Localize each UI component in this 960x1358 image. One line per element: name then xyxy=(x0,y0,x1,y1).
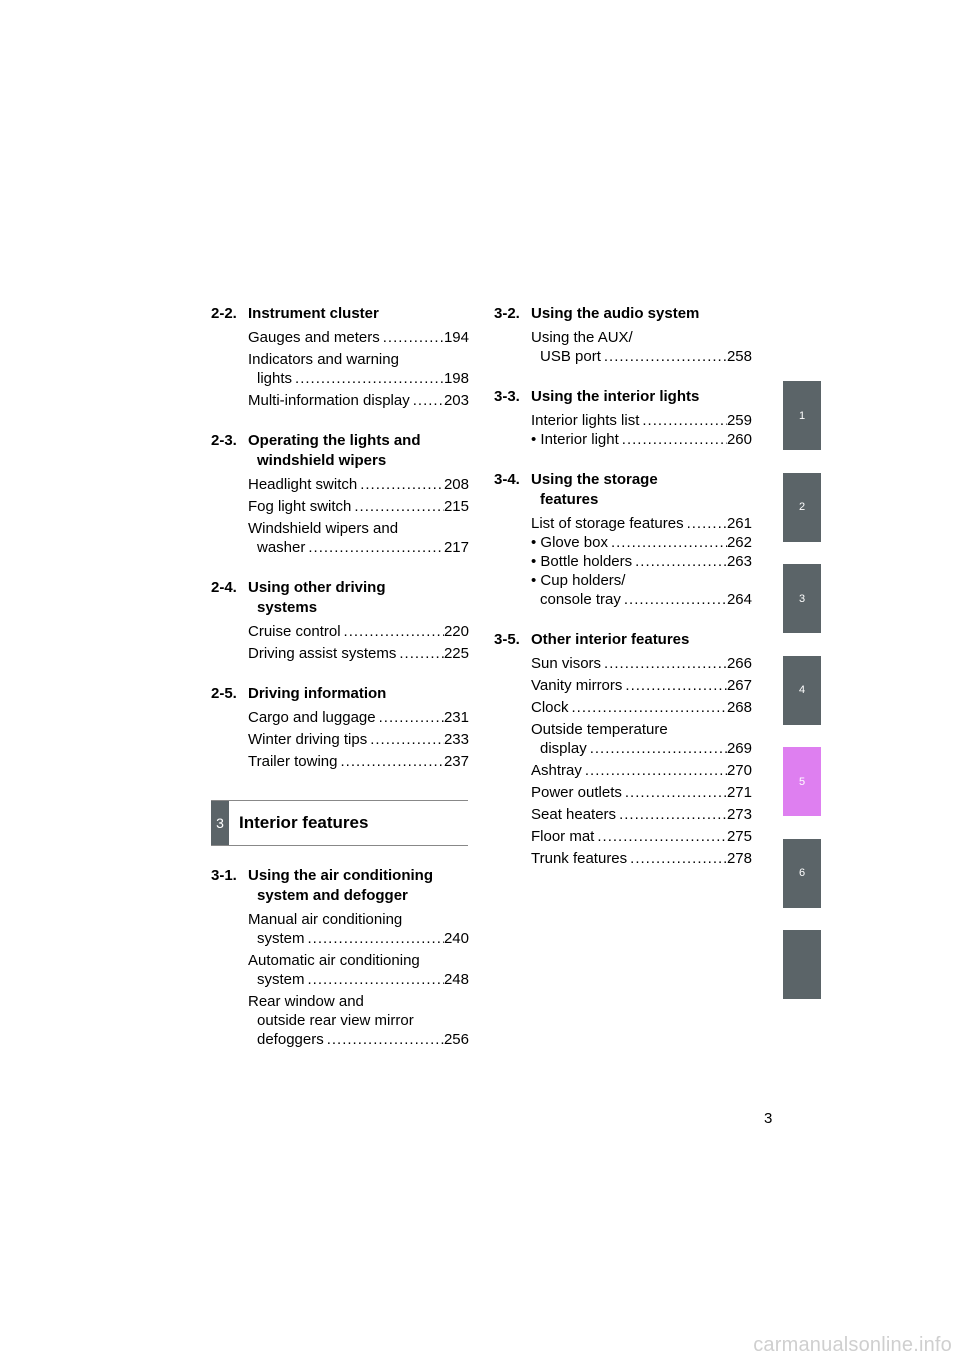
section-title xyxy=(248,578,469,618)
entry-label: system xyxy=(257,971,305,988)
toc-entry[interactable] xyxy=(531,676,752,695)
toc-entry[interactable] xyxy=(248,622,469,641)
section-title-line: Using other driving xyxy=(248,579,386,596)
section-heading[interactable] xyxy=(494,387,752,407)
entry-label: Headlight switch xyxy=(248,476,358,493)
watermark: carmanualsonline.info xyxy=(753,1334,952,1356)
section-number: 2-4. xyxy=(211,579,237,596)
entry-list xyxy=(211,475,469,557)
toc-entry[interactable] xyxy=(248,752,469,771)
dot-leader xyxy=(337,752,443,771)
entry-page-number: 264 xyxy=(726,591,752,608)
entry-list xyxy=(211,910,469,1049)
entry-label: washer xyxy=(257,539,306,556)
toc-right-column xyxy=(494,304,752,889)
entry-list xyxy=(494,411,752,449)
entry-page-number: 268 xyxy=(726,699,752,716)
section-heading[interactable] xyxy=(494,630,752,650)
toc-entry[interactable] xyxy=(248,644,469,663)
toc-section xyxy=(211,304,469,410)
dot-leader xyxy=(305,538,444,557)
entry-label-line: Rear window and xyxy=(248,993,364,1010)
toc-entry[interactable] xyxy=(531,783,752,802)
toc-entry[interactable] xyxy=(248,730,469,749)
section-heading[interactable] xyxy=(494,470,752,510)
entry-label: display xyxy=(540,740,587,757)
entry-page-number: 256 xyxy=(443,1031,469,1048)
dot-leader xyxy=(608,533,727,552)
section-title xyxy=(531,630,752,650)
chapter-tab-4[interactable]: 4 xyxy=(783,656,821,725)
entry-page-number: 278 xyxy=(726,850,752,867)
section-title-line: Using the audio system xyxy=(531,305,700,322)
dot-leader xyxy=(292,369,444,388)
section-title-line: Instrument cluster xyxy=(248,305,379,322)
section-title xyxy=(248,684,469,704)
entry-label: Multi-information display xyxy=(248,392,410,409)
dot-leader xyxy=(380,328,444,347)
section-number: 3-4. xyxy=(494,471,520,488)
toc-section xyxy=(494,470,752,609)
entry-page-number: 248 xyxy=(443,971,469,988)
entry-page-number: 270 xyxy=(726,762,752,779)
dot-leader xyxy=(341,622,444,641)
dot-leader xyxy=(569,698,727,717)
entry-label: defoggers xyxy=(257,1031,324,1048)
dot-leader xyxy=(632,552,727,571)
toc-entry[interactable] xyxy=(531,720,752,758)
entry-page-number: 220 xyxy=(443,623,469,640)
section-title xyxy=(248,304,469,324)
entry-page-number: 266 xyxy=(726,655,752,672)
toc-entry[interactable] xyxy=(531,698,752,717)
chapter-tab-3[interactable]: 3 xyxy=(783,564,821,633)
dot-leader xyxy=(587,739,727,758)
toc-entry[interactable] xyxy=(531,761,752,780)
toc-section xyxy=(494,387,752,449)
toc-left-column xyxy=(211,304,469,792)
entry-page-number: 263 xyxy=(726,553,752,570)
dot-leader xyxy=(305,970,444,989)
toc-entry[interactable] xyxy=(531,328,752,366)
dot-leader xyxy=(305,929,444,948)
entry-page-number: 203 xyxy=(443,392,469,409)
dot-leader xyxy=(351,497,444,516)
toc-entry[interactable] xyxy=(248,992,469,1049)
entry-label: Floor mat xyxy=(531,828,595,845)
entry-label-line: Automatic air conditioning xyxy=(248,952,420,969)
entry-page-number: 260 xyxy=(726,431,752,448)
entry-list xyxy=(211,328,469,410)
toc-entry[interactable] xyxy=(248,910,469,948)
entry-label: Clock xyxy=(531,699,569,716)
entry-label: Vanity mirrors xyxy=(531,677,623,694)
section-title-line: Using the air conditioning xyxy=(248,867,433,884)
toc-entry[interactable] xyxy=(531,514,752,533)
entry-page-number: 273 xyxy=(726,806,752,823)
entry-label: Sun visors xyxy=(531,655,602,672)
section-number: 3-3. xyxy=(494,388,520,405)
toc-entry[interactable] xyxy=(531,552,752,571)
dot-leader xyxy=(601,654,727,673)
section-title-line: systems xyxy=(257,599,318,616)
page-number: 3 xyxy=(764,1110,773,1127)
dot-leader xyxy=(627,849,727,868)
dot-leader xyxy=(601,347,727,366)
entry-list xyxy=(211,708,469,771)
chapter-header xyxy=(211,800,468,846)
toc-entry[interactable] xyxy=(531,827,752,846)
entry-label: Trunk features xyxy=(531,850,628,867)
entry-label: • Bottle holders xyxy=(531,553,633,570)
toc-entry[interactable] xyxy=(248,391,469,410)
dot-leader xyxy=(594,827,727,846)
section-title-line: Other interior features xyxy=(531,631,690,648)
section-number: 2-5. xyxy=(211,685,237,702)
entry-label-line: Windshield wipers and xyxy=(248,520,399,537)
chapter-tab-index[interactable] xyxy=(783,930,821,999)
toc-entry[interactable] xyxy=(248,708,469,727)
entry-label: Power outlets xyxy=(531,784,622,801)
entry-label: lights xyxy=(257,370,293,387)
entry-label: console tray xyxy=(540,591,621,608)
entry-page-number: 237 xyxy=(443,753,469,770)
entry-page-number: 259 xyxy=(726,412,752,429)
toc-entry[interactable] xyxy=(531,849,752,868)
toc-entry[interactable] xyxy=(531,654,752,673)
chapter-tab-6[interactable]: 6 xyxy=(783,839,821,908)
toc-entry[interactable] xyxy=(531,571,752,609)
section-number: 3-5. xyxy=(494,631,520,648)
chapter-tab-5[interactable]: 5 xyxy=(783,747,821,816)
toc-section xyxy=(211,866,469,1049)
entry-page-number: 262 xyxy=(726,534,752,551)
section-heading[interactable] xyxy=(211,684,469,704)
toc-entry[interactable] xyxy=(531,533,752,552)
entry-label-line: Outside temperature xyxy=(531,721,668,738)
dot-leader xyxy=(582,761,727,780)
entry-label: Seat heaters xyxy=(531,806,617,823)
entry-label: Interior lights list xyxy=(531,412,640,429)
entry-label-line: Using the AUX/ xyxy=(531,329,633,346)
section-heading[interactable] xyxy=(494,304,752,324)
dot-leader xyxy=(410,391,444,410)
entry-page-number: 225 xyxy=(443,645,469,662)
section-title-line: Operating the lights and xyxy=(248,432,421,449)
toc-section xyxy=(494,304,752,366)
entry-label: Cargo and luggage xyxy=(248,709,376,726)
chapter-tab-1[interactable]: 1 xyxy=(783,381,821,450)
toc-entry[interactable] xyxy=(531,430,752,449)
entry-page-number: 258 xyxy=(726,348,752,365)
chapter-number: 3 xyxy=(211,801,229,845)
dot-leader xyxy=(684,514,727,533)
section-heading[interactable] xyxy=(211,866,469,906)
dot-leader xyxy=(396,644,444,663)
entry-page-number: 240 xyxy=(443,930,469,947)
entry-page-number: 215 xyxy=(443,498,469,515)
entry-label: Ashtray xyxy=(531,762,582,779)
entry-list xyxy=(494,654,752,868)
dot-leader xyxy=(357,475,444,494)
chapter-title: Interior features xyxy=(239,813,369,832)
entry-page-number: 271 xyxy=(726,784,752,801)
entry-list xyxy=(211,622,469,663)
section-heading[interactable] xyxy=(211,431,469,471)
section-number: 3-1. xyxy=(211,867,237,884)
dot-leader xyxy=(616,805,727,824)
section-number: 2-2. xyxy=(211,305,237,322)
dot-leader xyxy=(622,783,727,802)
section-title-line: features xyxy=(540,491,599,508)
section-title-line: windshield wipers xyxy=(257,452,387,469)
dot-leader xyxy=(367,730,444,749)
entry-label: Trailer towing xyxy=(248,753,338,770)
entry-page-number: 198 xyxy=(443,370,469,387)
entry-label: Gauges and meters xyxy=(248,329,380,346)
dot-leader xyxy=(622,676,727,695)
section-title xyxy=(531,304,752,324)
toc-section xyxy=(211,431,469,557)
entry-page-number: 208 xyxy=(443,476,469,493)
section-number: 3-2. xyxy=(494,305,520,322)
section-title xyxy=(248,431,469,471)
dot-leader xyxy=(639,411,727,430)
entry-label: Driving assist systems xyxy=(248,645,397,662)
entry-page-number: 275 xyxy=(726,828,752,845)
toc-entry[interactable] xyxy=(248,519,469,557)
toc-entry[interactable] xyxy=(248,951,469,989)
entry-label: • Interior light xyxy=(531,431,619,448)
chapter-tab-2[interactable]: 2 xyxy=(783,473,821,542)
section-title-line: Using the interior lights xyxy=(531,388,700,405)
section-heading[interactable] xyxy=(211,578,469,618)
toc-section xyxy=(211,578,469,663)
entry-label: USB port xyxy=(540,348,601,365)
dot-leader xyxy=(376,708,444,727)
entry-page-number: 267 xyxy=(726,677,752,694)
entry-label: List of storage features xyxy=(531,515,684,532)
toc-section xyxy=(494,630,752,868)
entry-list xyxy=(494,514,752,609)
entry-list xyxy=(494,328,752,366)
entry-label: Winter driving tips xyxy=(248,731,368,748)
section-title xyxy=(531,470,752,510)
toc-entry[interactable] xyxy=(531,411,752,430)
entry-page-number: 269 xyxy=(726,740,752,757)
entry-label-line: • Cup holders/ xyxy=(531,572,626,589)
toc-entry[interactable] xyxy=(248,497,469,516)
entry-page-number: 217 xyxy=(443,539,469,556)
entry-label-line: outside rear view mirror xyxy=(257,1012,414,1029)
section-title xyxy=(531,387,752,407)
toc-left-lower-column xyxy=(211,866,469,1070)
toc-entry[interactable] xyxy=(248,350,469,388)
toc-section xyxy=(211,684,469,771)
dot-leader xyxy=(619,430,727,449)
entry-label: • Glove box xyxy=(531,534,608,551)
entry-label-line: Manual air conditioning xyxy=(248,911,403,928)
toc-entry[interactable] xyxy=(531,805,752,824)
toc-entry[interactable] xyxy=(248,475,469,494)
entry-label: Cruise control xyxy=(248,623,341,640)
section-title-line: system and defogger xyxy=(257,887,408,904)
toc-entry[interactable] xyxy=(248,328,469,347)
dot-leader xyxy=(324,1030,444,1049)
chapter-tabs xyxy=(783,381,821,1022)
section-title xyxy=(248,866,469,906)
dot-leader xyxy=(621,590,727,609)
section-title-line: Driving information xyxy=(248,685,387,702)
entry-page-number: 261 xyxy=(726,515,752,532)
entry-page-number: 233 xyxy=(443,731,469,748)
section-heading[interactable] xyxy=(211,304,469,324)
entry-label-line: Indicators and warning xyxy=(248,351,399,368)
entry-label: system xyxy=(257,930,305,947)
section-number: 2-3. xyxy=(211,432,237,449)
entry-label: Fog light switch xyxy=(248,498,352,515)
section-title-line: Using the storage xyxy=(531,471,658,488)
entry-page-number: 194 xyxy=(443,329,469,346)
entry-page-number: 231 xyxy=(443,709,469,726)
